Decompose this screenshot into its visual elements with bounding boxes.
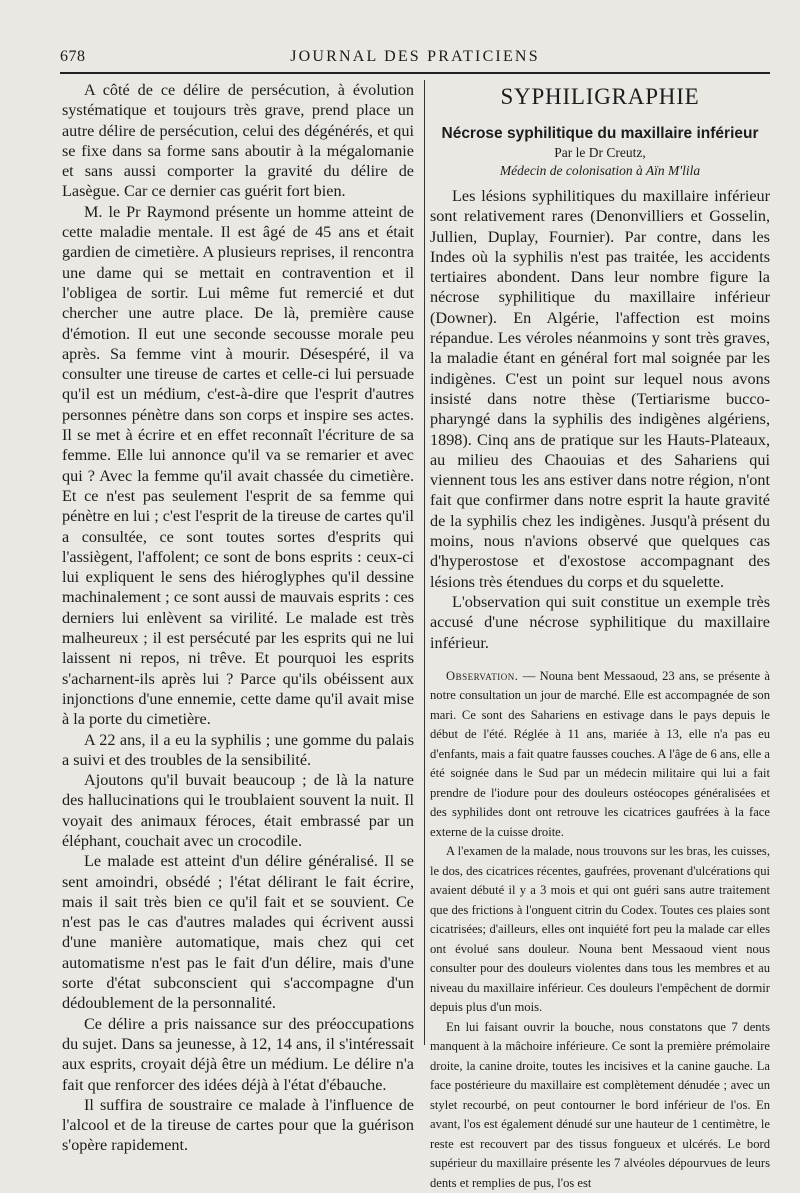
paragraph: Ce délire a pris naissance sur des préoccupations du sujet. Dans sa jeunesse, à 12, 14 ans, il s'intéressait aux esprits, croyait déjà être un médium. Le délire n'a fait que renforcer des idées déjà à l'état d'ébauche. [62, 1014, 414, 1094]
page-header [60, 46, 770, 70]
right-column [430, 84, 770, 1193]
observation-label: Observation. [446, 668, 519, 683]
observation-paragraph: A l'examen de la malade, nous trouvons sur les bras, les cuisses, le dos, des cicatrices récentes, gaufrées, provenant d'ulcérations qui avaient débuté il y a 3 mois et qui ont guéri sans autre traitement que des frictions à l'onguent citrin du Codex. Toutes ces plaies sont cicatrisées; d'ailleurs, elles ont inquiété fort peu la malade car elles ont évolué sans douleur. Nouna bent Messaoud vient nous consulter pour des douleurs violentes dans tous les membres et au niveau du maxillaire inférieur. Ces douleurs l'empêchent de dormir depuis plus d'un mois. [430, 844, 770, 1015]
paragraph: Il suffira de soustraire ce malade à l'influence de l'alcool et de la tireuse de cartes pour que la guérison s'opère rapidement. [62, 1095, 414, 1155]
paragraph: Le malade est atteint d'un délire généralisé. Il se sent amoindri, obsédé ; l'état délirant le fait écrire, mais il sait très bien ce qu'il fait et se souvient. Ce n'est pas le cas d'autres malades qui écrivent aussi d'une manière automatique, mais chez qui cet automatisme n'est pas le fait d'un délire, mais d'une sorte d'état subconscient qui s'accompagne d'un dédoublement de la personnalité. [62, 852, 414, 1013]
paragraph: M. le Pr Raymond présente un homme atteint de cette maladie mentale. Il est âgé de 45 ans et était gardien de cimetière. A plusieurs reprises, il rencontra une dame qui se mettait en contravention et il l'obligea de sortir. Lui même fut remercié et dut chercher une autre place. De là, première cause d'émotion. Il eut une seconde secousse morale peu après. Sa femme vint à mourir. Désespéré, il va consulter une tireuse de cartes et celle-ci lui persuade qu'il est un médium, c'est-à-dire que l'esprit d'autres personnes pénètre dans son corps et inspire ses actes. Il se met à écrire et en effet reconnaît l'écriture de sa femme. Elle lui annonce qu'il va se remarier et avec qui ? Avec la femme qu'il avait chassée du cimetière. Et ce n'est pas seulement l'esprit de sa femme qui pénètre en lui ; c'est l'esprit de la tireuse de cartes qu'il a consultée, ce sont toutes sortes d'esprits qui l'assiègent, l'affolent; ce sont de bons esprits : ceux-ci lui expliquent le sens des hiéroglyphes qu'il dessine machinalement ; ce sont aussi de mauvais esprits : ces derniers lui enlèvent sa virilité. Le malade est très malheureux ; il est persécuté par les esprits qui ne lui laissent ni repos, ni trêve. Et pourquoi les esprits s'acharnent-ils après lui ? Parce qu'ils obéissent aux injonctions d'une ennemie, cette dame qu'il avait mise à la porte du cimetière. [62, 202, 414, 729]
observation-block [430, 667, 770, 1193]
column-divider [424, 80, 425, 1045]
journal-title: JOURNAL DES PRATICIENS [290, 48, 540, 65]
observation-paragraph: En lui faisant ouvrir la bouche, nous constatons que 7 dents manquent à la mâchoire inférieure. Ce sont la première prémolaire droite, la canine droite, toutes les incisives et la canine gauche. La face postérieure du maxillaire est complètement dénudée ; avec un stylet recourbé, on peut contourner le bord inférieur de l'os. En avant, l'os est également dénudé sur une hauteur de 1 centimètre, le reste est recouvert par des tissus fongueux et ulcérés. Le bord supérieur du maxillaire présente les 7 alvéoles dépourvues de leurs dents et remplies de pus, l'os est [430, 1019, 770, 1190]
page-number: 678 [60, 48, 86, 65]
paragraph: A côté de ce délire de persécution, à évolution systématique et toujours très grave, prend place un autre délire de persécution, celui des dégénérés, et qui se fixe dans sa forme sans aboutir à la mégalomanie et sans aussi comporter la gravité du délire de Lasègue. Car ce dernier cas guérit fort bien. [62, 81, 414, 201]
article-author: Par le Dr Creutz, [554, 145, 646, 160]
section-title: SYPHILIGRAPHIE [500, 84, 700, 109]
observation-text: — Nouna bent Messaoud, 23 ans, se présente à notre consultation un jour de marché. Elle est accompagnée de son mari. Ce sont des Sahariens en estivage dans le pays depuis le début de l'été. Réglée à 11 ans, mariée à 13, elle n'a pas eu d'enfants, mais a fait quatre fausses couches. A l'âge de 6 ans, elle a été soignée dans le Sud par un médecin militaire qui lui a fait prendre de l'iodure pour des douleurs ostéocopes généralisées et des syphilides dont ont retrouve les cicatrices gaufrées à la face externe de la cuisse droite. [430, 668, 770, 839]
header-rule [60, 72, 770, 74]
author-affiliation: Médecin de colonisation à Aïn M'lila [499, 163, 701, 178]
observation-paragraph [430, 667, 770, 843]
left-column [62, 80, 414, 1156]
paragraph: Les lésions syphilitiques du maxillaire inférieur sont relativement rares (Denonvilliers et Gosselin, Jullien, Duplay, Fournier). Par contre, dans les Indes où la syphilis n'est pas traitée, les accidents tertiaires abondent. Dans leur nombre figure la nécrose syphilitique du maxillaire inférieur (Downer). En Algérie, l'affection est moins répandue. Les véroles néanmoins y sont très graves, la maladie étant en général fort mal soignée par les indigènes. C'est un point sur lequel nous avons insisté dans notre thèse (Tertiarisme bucco-pharyngé dans la syphilis des indigènes algériens, 1898). Cinq ans de pratique sur les Hauts-Plateaux, au milieu des Chaouias et des Sahariens qui viennent tous les ans estiver dans notre région, n'ont fait que confirmer dans notre esprit la haute gravité de la syphilis chez les indigènes. Jusqu'à présent du moins, nous n'avions observé que quelques cas d'hyperostose et d'exostose accompagnant des lésions très étendues du corps et du squelette. [430, 187, 770, 591]
paragraph: L'observation qui suit constitue un exemple très accusé d'une nécrose syphilitique du maxillaire inférieur. [430, 592, 770, 652]
paragraph: Ajoutons qu'il buvait beaucoup ; de là la nature des hallucinations qui le troublaient souvent la nuit. Il voyait des animaux féroces, était embrassé par un éléphant, couchait avec un crocodile. [62, 771, 414, 850]
article-title: Nécrose syphilitique du maxillaire inférieur [441, 125, 759, 142]
paragraph: A 22 ans, il a eu la syphilis ; une gomme du palais a suivi et des troubles de la sensibilité. [62, 730, 414, 769]
